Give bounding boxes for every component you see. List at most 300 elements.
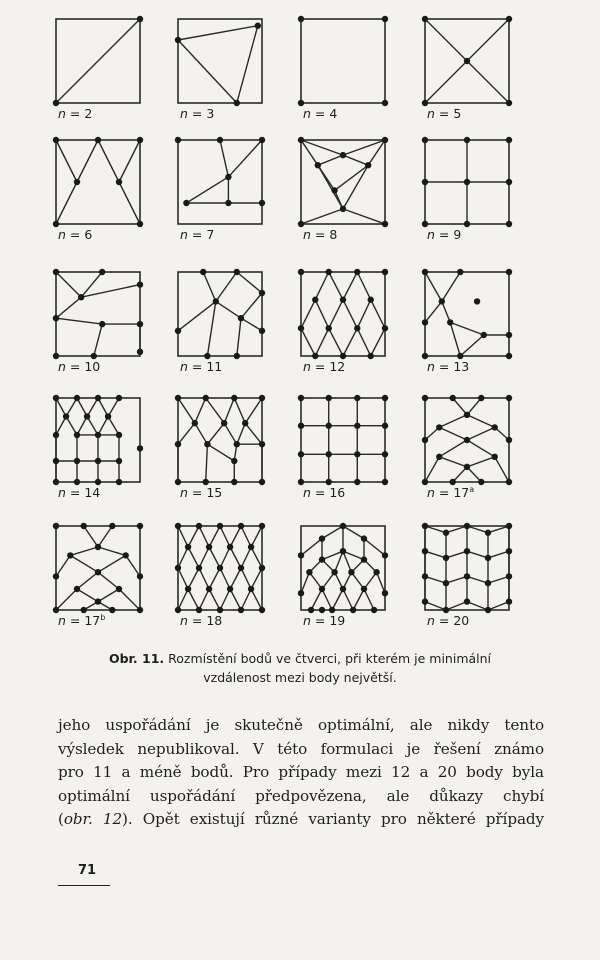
point-marker — [331, 187, 337, 193]
point-marker — [238, 607, 244, 613]
point-marker — [259, 523, 265, 529]
n-value: = 14 — [65, 485, 101, 500]
distance-edge — [224, 398, 234, 423]
point-marker — [183, 200, 189, 206]
distance-edge — [199, 589, 209, 610]
point-marker — [319, 535, 325, 541]
point-marker — [248, 544, 254, 550]
n-symbol: n — [180, 485, 188, 500]
distance-edge — [119, 589, 140, 610]
distance-edge — [224, 423, 237, 444]
point-marker — [259, 328, 265, 334]
distance-edge — [377, 572, 385, 593]
n-value: = 8 — [310, 227, 338, 242]
distance-edge — [368, 140, 385, 165]
point-marker — [506, 523, 512, 529]
point-marker — [354, 451, 360, 457]
distance-edge — [467, 427, 495, 440]
point-marker — [116, 458, 122, 464]
distance-edge — [467, 415, 495, 428]
distance-edge — [188, 547, 199, 568]
point-marker — [371, 607, 377, 613]
point-marker — [259, 200, 265, 206]
point-marker — [95, 598, 101, 604]
distance-edge — [234, 398, 245, 423]
distance-edge — [209, 568, 220, 589]
distance-edge — [446, 576, 467, 583]
n-value: = 5 — [434, 106, 462, 121]
point-marker — [95, 544, 101, 550]
distance-edge — [467, 526, 488, 533]
point-marker — [319, 586, 325, 592]
point-marker — [53, 315, 59, 321]
distance-edge — [488, 526, 509, 533]
distance-edge — [77, 572, 98, 589]
point-marker — [506, 16, 512, 22]
point-marker — [74, 458, 80, 464]
distance-edge — [245, 423, 262, 444]
distance-edge — [343, 272, 357, 300]
distance-edge — [108, 398, 119, 416]
n-value: = 19 — [310, 613, 346, 628]
n-value: = 15 — [187, 485, 223, 500]
distance-edge — [439, 440, 467, 457]
point-marker — [340, 297, 346, 303]
point-marker — [464, 179, 470, 185]
point-marker — [95, 137, 101, 143]
distance-edge — [178, 423, 195, 444]
distance-edge — [357, 272, 370, 300]
distance-edge — [230, 547, 241, 568]
distance-edge — [77, 140, 98, 182]
point-marker — [238, 523, 244, 529]
point-marker — [439, 298, 445, 304]
distance-edge — [251, 547, 262, 568]
distance-edge — [178, 398, 195, 423]
distance-edge — [77, 589, 98, 602]
point-marker — [422, 548, 428, 554]
point-marker — [109, 607, 115, 613]
body-line-2: výsledek nepublikoval. V této formulaci je řešení známo — [58, 739, 544, 758]
arrangement-panel-15 — [298, 395, 388, 485]
point-marker — [506, 548, 512, 554]
point-marker — [506, 221, 512, 227]
distance-edge — [251, 568, 262, 589]
distance-edge — [364, 539, 385, 556]
panel-label — [427, 106, 461, 121]
point-marker — [137, 607, 143, 613]
distance-edge — [357, 328, 370, 356]
point-marker — [175, 565, 181, 571]
point-marker — [53, 395, 59, 401]
point-marker — [464, 573, 470, 579]
arrangement-panel-6 — [175, 137, 265, 224]
n-value: = 17 — [65, 613, 101, 629]
point-marker — [298, 552, 304, 558]
point-marker — [259, 441, 265, 447]
distance-edge — [241, 293, 262, 318]
point-marker — [382, 100, 388, 106]
point-marker — [354, 325, 360, 331]
distance-edge — [178, 26, 258, 40]
point-marker — [326, 423, 332, 429]
n-value: = 17 — [434, 485, 470, 501]
distance-edge — [237, 272, 262, 293]
arrangement-panel-2 — [175, 19, 262, 106]
panel-label — [58, 227, 92, 242]
distance-edge — [453, 398, 467, 415]
n-symbol: n — [58, 613, 66, 629]
point-marker — [340, 548, 346, 554]
distance-edge — [488, 551, 509, 558]
point-marker — [175, 37, 181, 43]
point-marker — [95, 569, 101, 575]
point-marker — [206, 544, 212, 550]
arrangement-panel-4 — [422, 16, 512, 106]
panel-label — [58, 485, 100, 500]
panel-label — [303, 359, 345, 374]
point-marker — [298, 423, 304, 429]
variant-superscript: b — [100, 613, 106, 622]
point-marker — [382, 590, 388, 596]
point-marker — [234, 441, 240, 447]
distance-edge — [442, 301, 450, 322]
n-value: = 20 — [434, 613, 470, 628]
point-marker — [348, 569, 354, 575]
n-symbol: n — [303, 359, 311, 374]
point-marker — [326, 451, 332, 457]
panel-label — [180, 613, 222, 628]
distance-edge — [446, 526, 467, 533]
distance-edge — [495, 457, 509, 482]
distance-edge — [56, 297, 81, 318]
point-marker — [340, 206, 346, 212]
distance-edge — [364, 589, 374, 610]
arrangement-panel-8 — [422, 137, 512, 227]
point-marker — [116, 395, 122, 401]
panel-label — [427, 613, 469, 628]
point-marker — [464, 598, 470, 604]
n-symbol: n — [427, 227, 435, 242]
point-marker — [175, 137, 181, 143]
distance-edge — [178, 40, 237, 103]
distance-edge — [206, 398, 224, 423]
distance-edge — [425, 19, 467, 61]
point-marker — [382, 479, 388, 485]
point-marker — [361, 586, 367, 592]
point-marker — [485, 580, 491, 586]
distance-edge — [343, 209, 385, 224]
distance-edge — [216, 272, 237, 301]
n-symbol: n — [303, 613, 311, 628]
distance-edge — [446, 551, 467, 558]
point-marker — [464, 137, 470, 143]
distance-edge — [206, 444, 208, 482]
distance-edge — [237, 423, 245, 444]
distance-edge — [188, 589, 199, 610]
point-marker — [175, 328, 181, 334]
point-marker — [116, 432, 122, 438]
distance-edge — [237, 318, 241, 356]
point-marker — [340, 152, 346, 158]
point-marker — [137, 445, 143, 451]
n-symbol: n — [427, 359, 435, 374]
distance-edge — [178, 568, 188, 589]
point-marker — [248, 586, 254, 592]
point-marker — [116, 479, 122, 485]
arrangement-panel-18 — [175, 523, 265, 613]
point-marker — [234, 100, 240, 106]
point-marker — [478, 479, 484, 485]
point-marker — [74, 586, 80, 592]
point-marker — [298, 590, 304, 596]
point-marker — [340, 586, 346, 592]
distance-edge — [488, 576, 509, 583]
point-marker — [436, 424, 442, 430]
distance-edge — [178, 547, 188, 568]
panel-label — [180, 227, 214, 242]
point-marker — [255, 23, 261, 29]
point-marker — [192, 420, 198, 426]
distance-edge — [460, 335, 484, 356]
point-marker — [217, 565, 223, 571]
point-marker — [354, 395, 360, 401]
point-marker — [242, 420, 248, 426]
arrangement-panel-1 — [53, 16, 143, 106]
point-marker — [78, 294, 84, 300]
distance-edge — [220, 547, 230, 568]
distance-edge — [108, 416, 119, 434]
distance-edge — [98, 572, 119, 589]
point-marker — [259, 395, 265, 401]
distance-edge — [186, 177, 228, 203]
unit-square — [301, 272, 385, 356]
n-symbol: n — [58, 359, 66, 374]
point-marker — [213, 298, 219, 304]
point-marker — [298, 325, 304, 331]
point-marker — [298, 395, 304, 401]
n-value: = 3 — [187, 106, 215, 121]
distance-edge — [199, 568, 209, 589]
point-marker — [492, 454, 498, 460]
distance-edge — [209, 589, 220, 610]
n-value: = 16 — [310, 485, 346, 500]
distance-edge — [56, 272, 81, 297]
caption-line-2: vzdálenost mezi body největší. — [203, 670, 397, 685]
point-marker — [67, 552, 73, 558]
point-marker — [234, 269, 240, 275]
distance-edge — [203, 272, 216, 301]
point-marker — [238, 565, 244, 571]
body-line-3: pro 11 a méně bodů. Pro případy mezi 12 a 20 body byla — [58, 763, 544, 782]
n-value: = 11 — [187, 359, 223, 374]
panel-label — [58, 613, 105, 628]
n-value: = 12 — [310, 359, 346, 374]
body-line-1: jeho uspořádání je skutečně optimální, ale nikdy tento — [58, 716, 544, 734]
caption-label: Obr. 11. — [108, 651, 165, 666]
point-marker — [382, 137, 388, 143]
distance-edge — [301, 300, 315, 329]
point-marker — [382, 451, 388, 457]
distance-edge — [178, 589, 188, 610]
distance-edge — [56, 318, 102, 324]
n-value: = 2 — [65, 106, 93, 121]
distance-edge — [357, 300, 370, 329]
distance-edge — [230, 568, 241, 589]
point-marker — [175, 523, 181, 529]
point-marker — [105, 413, 111, 419]
point-marker — [422, 16, 428, 22]
distance-edge — [98, 547, 126, 555]
point-marker — [81, 523, 87, 529]
point-marker — [464, 464, 470, 470]
distance-edge — [329, 328, 343, 356]
point-marker — [217, 137, 223, 143]
point-marker — [137, 221, 143, 227]
point-marker — [382, 423, 388, 429]
point-marker — [259, 607, 265, 613]
distance-edge — [251, 526, 262, 547]
arrangement-panel-16 — [422, 395, 512, 485]
distance-edge — [207, 301, 215, 356]
distance-edge — [425, 301, 442, 322]
arrangement-panel-3 — [298, 16, 388, 106]
point-marker — [422, 137, 428, 143]
unit-square — [301, 19, 385, 103]
point-marker — [382, 221, 388, 227]
distance-edge — [439, 427, 467, 440]
point-marker — [354, 269, 360, 275]
point-marker — [464, 548, 470, 554]
point-marker — [137, 523, 143, 529]
unit-square — [178, 272, 262, 356]
distance-edge — [241, 589, 251, 610]
point-marker — [443, 555, 449, 561]
point-marker — [206, 586, 212, 592]
point-marker — [331, 569, 337, 575]
distance-edge — [322, 526, 343, 539]
distance-edge — [450, 322, 484, 335]
distance-edge — [425, 526, 446, 533]
distance-edge — [371, 300, 385, 329]
point-marker — [457, 269, 463, 275]
panel-label — [180, 106, 214, 121]
point-marker — [436, 454, 442, 460]
distance-edge — [343, 328, 357, 356]
point-marker — [185, 544, 191, 550]
point-marker — [481, 332, 487, 338]
distance-edge — [329, 272, 343, 300]
point-marker — [53, 137, 59, 143]
point-marker — [464, 58, 470, 64]
arrangement-panel-17 — [53, 523, 143, 613]
point-marker — [306, 569, 312, 575]
arrangement-panel-11 — [298, 269, 388, 359]
distance-edge — [301, 572, 309, 593]
distance-edge — [315, 328, 328, 356]
distance-edge — [301, 328, 315, 356]
point-marker — [506, 137, 512, 143]
variant-superscript: a — [469, 485, 475, 494]
n-symbol: n — [58, 106, 66, 121]
distance-edge — [220, 589, 230, 610]
point-marker — [319, 556, 325, 562]
point-marker — [422, 437, 428, 443]
point-marker — [450, 395, 456, 401]
point-marker — [354, 479, 360, 485]
point-marker — [53, 458, 59, 464]
distance-edge — [343, 165, 368, 209]
point-marker — [238, 315, 244, 321]
point-marker — [196, 523, 202, 529]
point-marker — [298, 137, 304, 143]
point-marker — [116, 179, 122, 185]
point-marker — [137, 321, 143, 327]
distance-edge — [322, 589, 332, 610]
distance-edge — [353, 589, 364, 610]
point-marker — [506, 479, 512, 485]
n-symbol: n — [303, 106, 311, 121]
point-marker — [84, 413, 90, 419]
distance-edge — [446, 602, 467, 610]
n-value: = 4 — [310, 106, 338, 121]
distance-edge — [84, 526, 98, 547]
distance-edge — [56, 555, 70, 576]
n-symbol: n — [303, 485, 311, 500]
point-marker — [382, 552, 388, 558]
page-number: 71 — [78, 863, 97, 878]
arrangement-panel-13 — [53, 395, 143, 485]
distance-edge — [207, 444, 234, 461]
arrangement-panel-7 — [298, 137, 388, 227]
point-marker — [474, 298, 480, 304]
point-marker — [368, 297, 374, 303]
point-marker — [259, 290, 265, 296]
distance-edge — [70, 555, 98, 572]
distance-edge — [425, 576, 446, 583]
distance-edge — [241, 318, 262, 331]
distance-edge — [119, 140, 140, 182]
point-marker — [116, 586, 122, 592]
distance-edge — [318, 155, 343, 165]
distance-edge — [228, 140, 262, 177]
distance-edge — [467, 602, 488, 610]
point-marker — [506, 179, 512, 185]
n-value: = 9 — [434, 227, 462, 242]
distance-edge — [425, 551, 446, 558]
point-marker — [225, 200, 231, 206]
distance-edge — [188, 526, 199, 547]
point-marker — [382, 395, 388, 401]
panel-label — [427, 227, 461, 242]
distance-edge — [439, 457, 467, 467]
point-marker — [506, 395, 512, 401]
point-marker — [53, 269, 59, 275]
distance-edge — [56, 140, 77, 182]
point-marker — [95, 432, 101, 438]
distance-edge — [216, 301, 241, 318]
point-marker — [422, 319, 428, 325]
distance-edge — [467, 19, 509, 61]
body-line-4: optimální uspořádání předpovězena, ale důkazy chybí — [58, 786, 544, 805]
arrangement-panel-20 — [422, 523, 512, 613]
point-marker — [298, 16, 304, 22]
point-marker — [326, 325, 332, 331]
point-marker — [175, 441, 181, 447]
point-marker — [63, 413, 69, 419]
distance-edge — [425, 61, 467, 103]
distance-edge — [199, 526, 209, 547]
